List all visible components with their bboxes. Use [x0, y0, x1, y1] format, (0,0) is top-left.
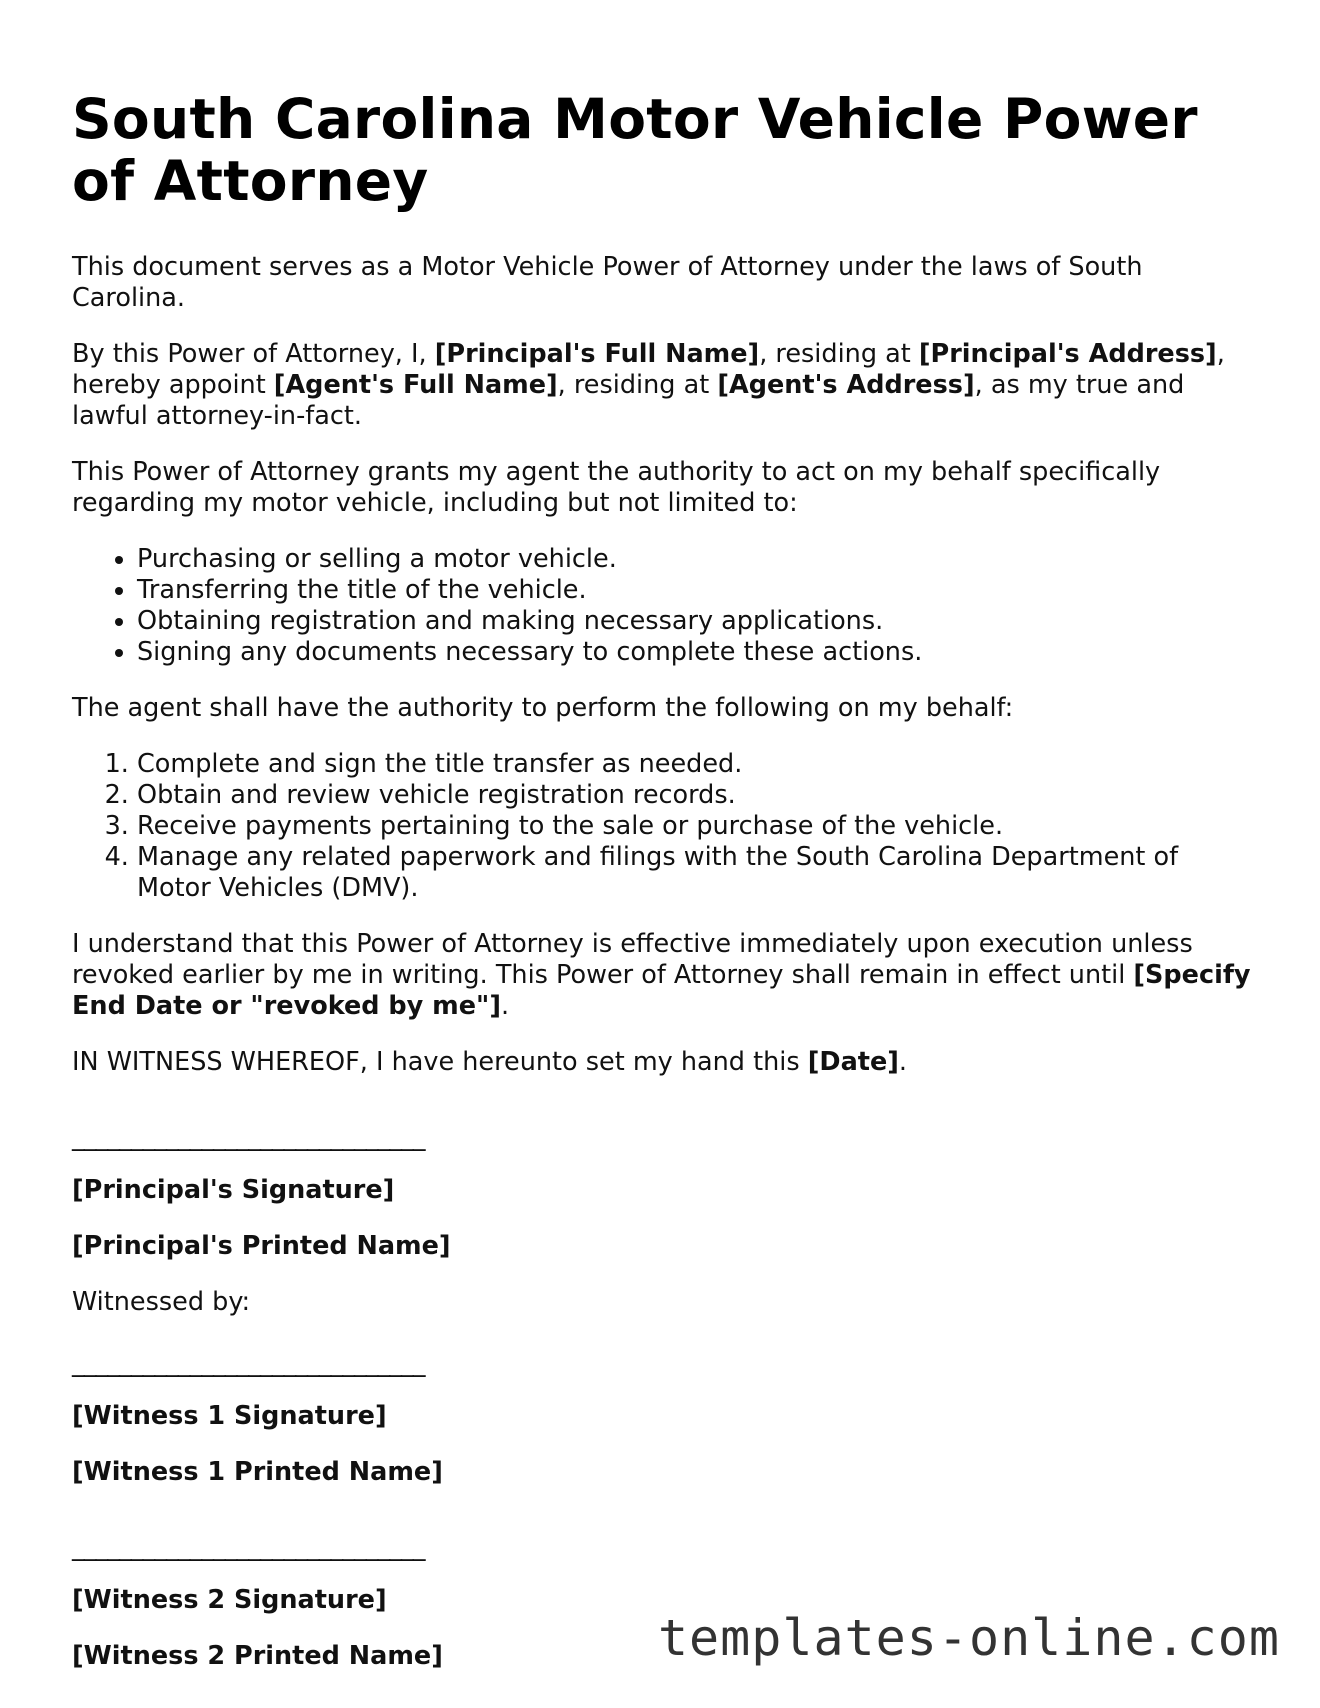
end-date-placeholder: [Specify End Date or "revoked by me"]: [72, 960, 1251, 1021]
list-item: 3. Receive payments pertaining to the sale or purchase of the vehicle.: [137, 811, 1252, 842]
principal-name-placeholder: [Principal's Full Name]: [434, 339, 760, 369]
appointment-text-2: , residing at: [759, 339, 919, 369]
authority-list: [72, 749, 1252, 904]
witness1-signature-label: [Witness 1 Signature]: [72, 1401, 387, 1431]
list-item: 4. Manage any related paperwork and filings with the South Carolina Department of Motor Vehicles (DMV).: [137, 842, 1252, 904]
document-page: [72, 88, 1252, 1697]
list-item: 1. Complete and sign the title transfer as needed.: [137, 749, 1252, 780]
agent-address-placeholder: [Agent's Address]: [717, 370, 975, 400]
appointment-paragraph: [72, 339, 1252, 432]
witnessed-by-label: Witnessed by:: [72, 1287, 251, 1317]
witness-clause-text-1: IN WITNESS WHEREOF, I have hereunto set my hand this: [72, 1047, 808, 1077]
grant-list: [72, 544, 1252, 668]
list-item: • Obtaining registration and making necessary applications.: [137, 606, 1252, 637]
agent-name-placeholder: [Agent's Full Name]: [273, 370, 558, 400]
appointment-text-4: , residing at: [557, 370, 718, 400]
authority-intro-paragraph: The agent shall have the authority to perform the following on my behalf:: [72, 693, 1014, 723]
witness-clause-paragraph: [72, 1047, 1252, 1078]
watermark-text: templates-online.com: [657, 1609, 1280, 1667]
list-item: 2. Obtain and review vehicle registration records.: [137, 780, 1252, 811]
witness1-printed-name-label: [Witness 1 Printed Name]: [72, 1457, 443, 1487]
intro-paragraph: This document serves as a Motor Vehicle Power of Attorney under the laws of South Carolina.: [72, 252, 1143, 313]
witness2-signature-line: ______________________________: [72, 1532, 425, 1562]
witness-clause-text-2: .: [898, 1047, 908, 1077]
principal-signature-label: [Principal's Signature]: [72, 1175, 395, 1205]
principal-printed-name-label: [Principal's Printed Name]: [72, 1231, 451, 1261]
list-item: • Signing any documents necessary to complete these actions.: [137, 637, 1252, 668]
witness1-signature-line: ______________________________: [72, 1348, 425, 1378]
effective-text-2: .: [500, 991, 510, 1021]
witness2-signature-label: [Witness 2 Signature]: [72, 1585, 387, 1615]
list-item: • Transferring the title of the vehicle.: [137, 575, 1252, 606]
list-item: • Purchasing or selling a motor vehicle.: [137, 544, 1252, 575]
effective-text-1: I understand that this Power of Attorney is effective immediately upon execution unless revoked earlier by me in writing. This Power of Attorney shall remain in effect until: [72, 929, 1193, 990]
appointment-text-3: , hereby appoint: [72, 339, 1225, 400]
principal-signature-line: ______________________________: [72, 1122, 425, 1152]
grant-intro-paragraph: This Power of Attorney grants my agent the authority to act on my behalf specifically regarding my motor vehicle, including but not limited to:: [72, 457, 1161, 518]
appointment-text-5: , as my true and lawful attorney-in-fact.: [72, 370, 1185, 431]
appointment-text-1: By this Power of Attorney, I,: [72, 339, 435, 369]
witness2-printed-name-label: [Witness 2 Printed Name]: [72, 1641, 443, 1671]
document-title: South Carolina Motor Vehicle Power of Attorney: [72, 87, 1198, 213]
effective-paragraph: [72, 929, 1252, 1022]
date-placeholder: [Date]: [807, 1047, 899, 1077]
principal-address-placeholder: [Principal's Address]: [918, 339, 1217, 369]
